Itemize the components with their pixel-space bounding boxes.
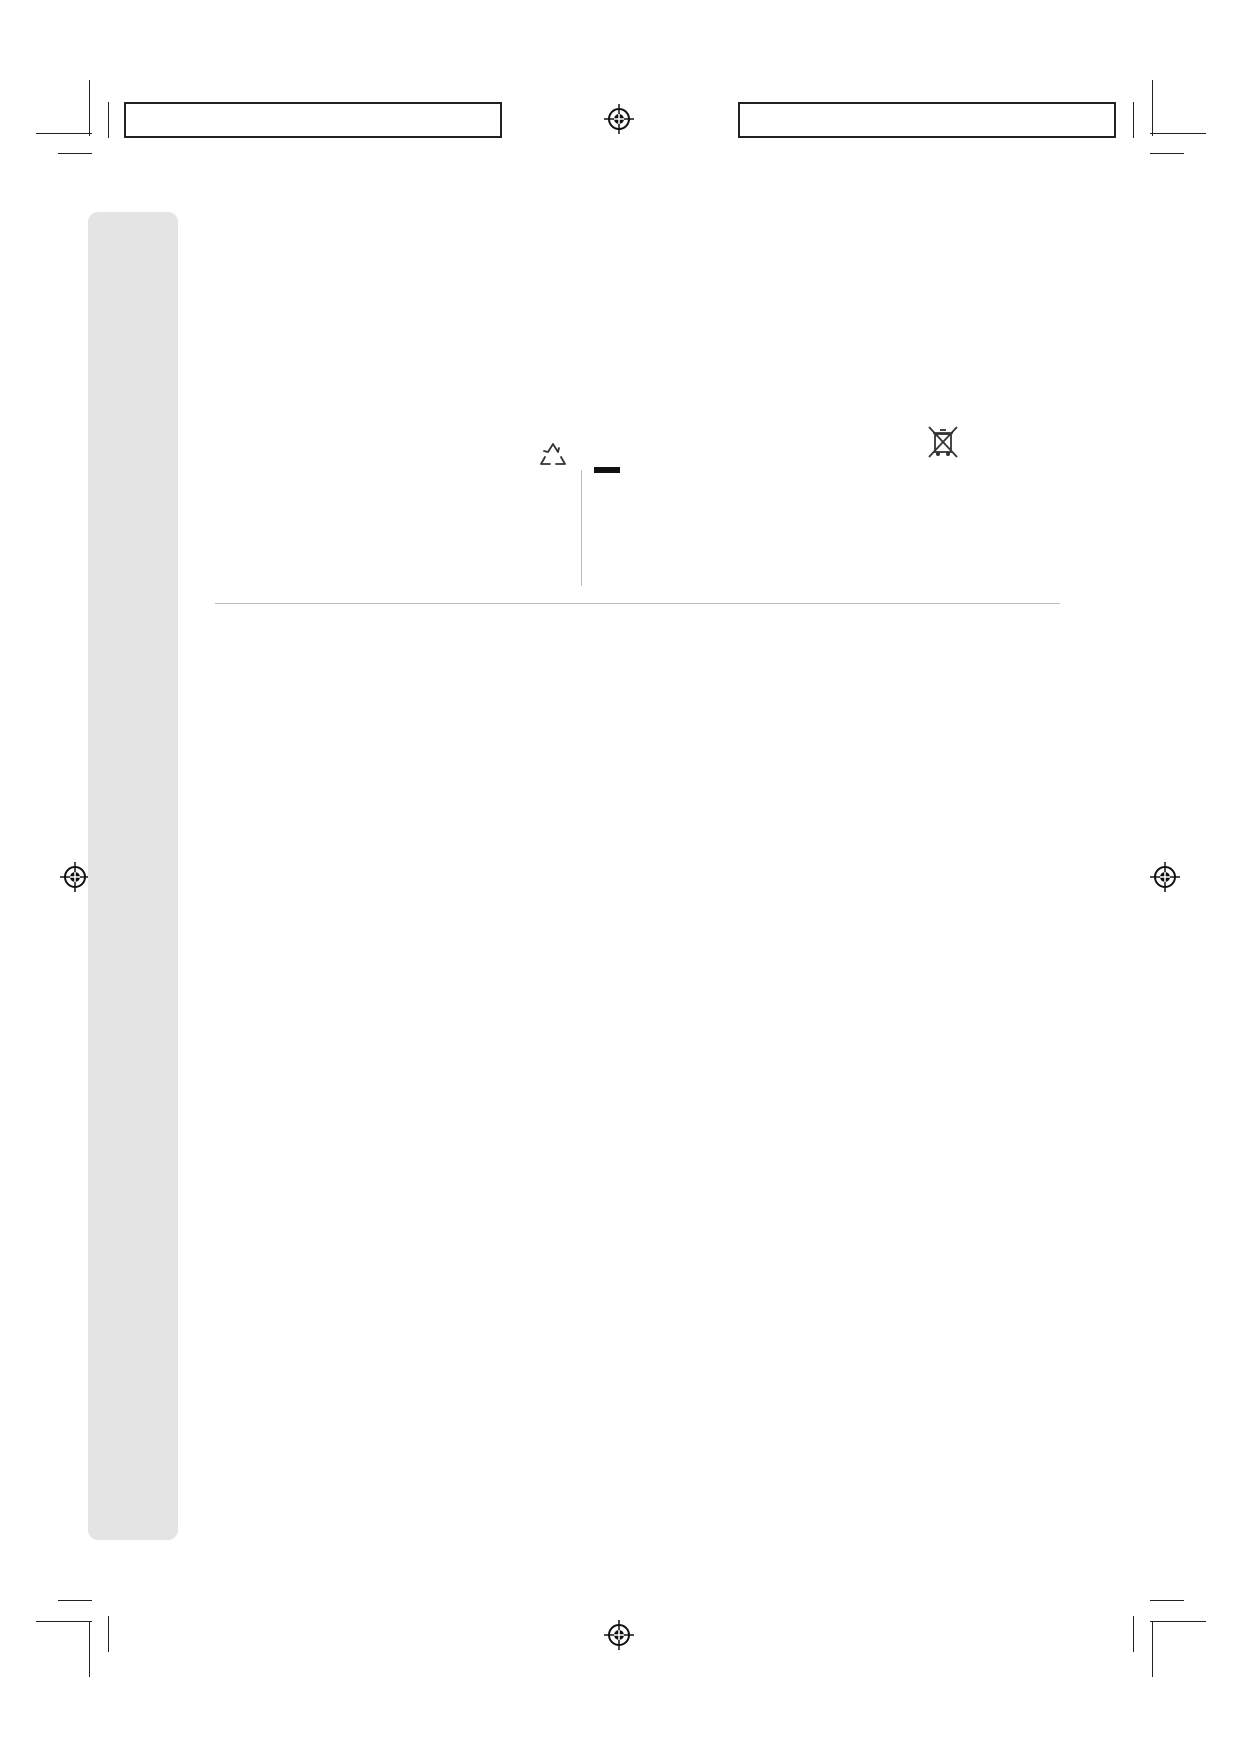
process-color-bar bbox=[738, 102, 1116, 138]
crop-mark bbox=[1150, 153, 1184, 154]
section-divider bbox=[215, 603, 1060, 604]
crop-mark bbox=[1150, 133, 1206, 134]
registration-mark-icon bbox=[604, 104, 634, 134]
crop-mark bbox=[1133, 1616, 1134, 1652]
crop-mark bbox=[1152, 1621, 1153, 1677]
crop-mark bbox=[89, 1621, 90, 1677]
crop-mark bbox=[36, 1621, 92, 1622]
crop-mark bbox=[1150, 1621, 1206, 1622]
registration-mark-icon bbox=[60, 862, 90, 892]
grayscale-color-bar bbox=[124, 102, 502, 138]
registration-mark-icon bbox=[1150, 862, 1180, 892]
language-sidebar bbox=[88, 212, 178, 1540]
crop-mark bbox=[1133, 102, 1134, 138]
likvidace-right-text bbox=[593, 458, 1093, 480]
registration-mark-icon bbox=[604, 1620, 634, 1650]
crop-mark bbox=[1150, 1600, 1184, 1601]
crop-mark bbox=[108, 102, 109, 138]
black-bar-icon bbox=[594, 467, 620, 473]
crop-mark bbox=[108, 1616, 109, 1652]
recycle-icon bbox=[538, 440, 568, 470]
crop-mark bbox=[58, 153, 92, 154]
column-divider bbox=[581, 470, 582, 586]
crop-mark bbox=[89, 80, 90, 136]
crop-mark bbox=[1152, 80, 1153, 136]
crop-mark bbox=[36, 133, 92, 134]
crossed-bin-icon bbox=[926, 424, 960, 462]
crop-mark bbox=[58, 1600, 92, 1601]
